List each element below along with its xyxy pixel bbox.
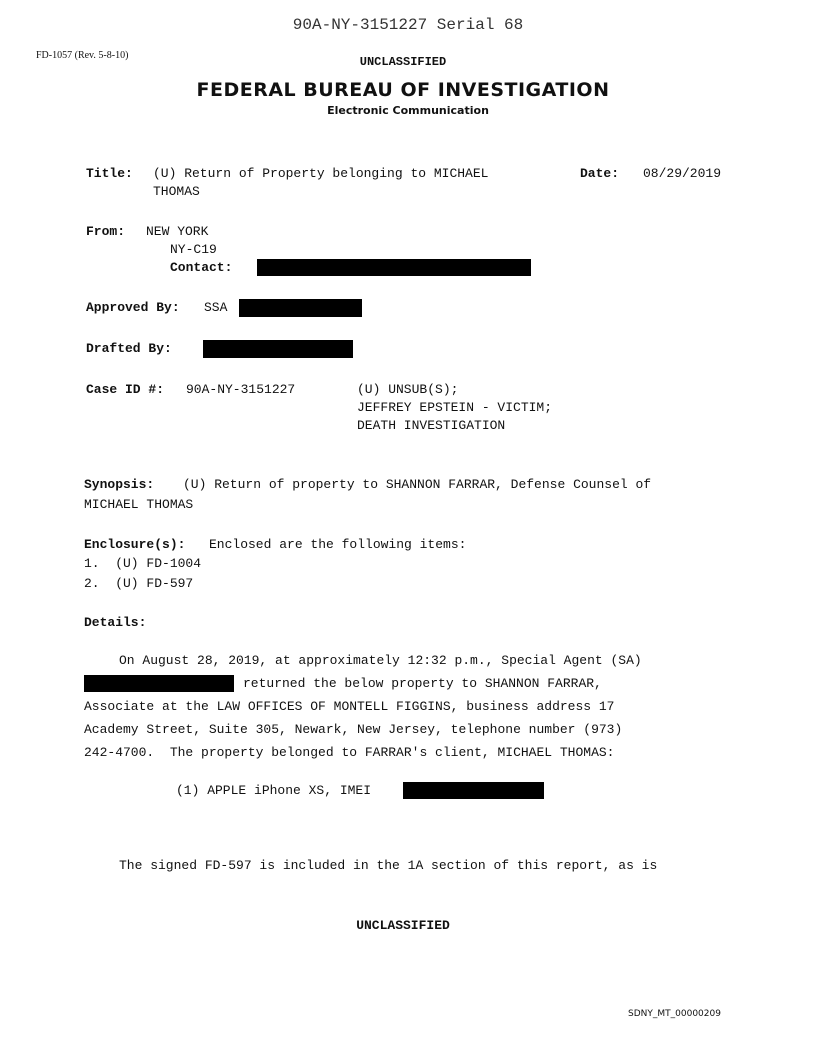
redaction-drafter	[203, 340, 353, 358]
title-label: Title:	[86, 166, 133, 181]
approved-label: Approved By:	[86, 300, 180, 315]
document-type: Electronic Communication	[327, 104, 489, 117]
classification-bottom: UNCLASSIFIED	[356, 918, 450, 933]
synopsis-label: Synopsis:	[84, 477, 155, 492]
title-line-1: (U) Return of Property belonging to MICHAEL	[153, 166, 489, 181]
approved-value: SSA	[204, 300, 228, 315]
details-line: returned the below property to SHANNON FARRAR,	[243, 676, 602, 691]
redaction-agent-name	[84, 675, 234, 692]
date-value: 08/29/2019	[643, 166, 722, 181]
redaction-contact	[257, 259, 531, 276]
synopsis-line-1: (U) Return of property to SHANNON FARRAR, Defense Counsel of	[183, 477, 652, 492]
enclosure-item: 1. (U) FD-1004	[84, 556, 202, 571]
form-number: FD-1057 (Rev. 5-8-10)	[36, 50, 129, 61]
case-desc-line: (U) UNSUB(S);	[357, 382, 459, 397]
case-id-value: 90A-NY-3151227	[186, 382, 296, 397]
from-squad: NY-C19	[170, 242, 217, 257]
classification-top: UNCLASSIFIED	[359, 55, 447, 69]
title-line-2: THOMAS	[153, 184, 200, 199]
drafted-label: Drafted By:	[86, 341, 172, 356]
details-line: 242-4700. The property belonged to FARRAR's client, MICHAEL THOMAS:	[84, 745, 615, 760]
details-label: Details:	[84, 615, 147, 630]
from-label: From:	[86, 224, 126, 239]
agency-title: FEDERAL BUREAU OF INVESTIGATION	[196, 79, 610, 101]
date-label: Date:	[580, 166, 620, 181]
redaction-imei	[403, 782, 544, 799]
case-desc-line: DEATH INVESTIGATION	[357, 418, 506, 433]
from-office: NEW YORK	[146, 224, 209, 239]
enclosure-item: 2. (U) FD-597	[84, 576, 194, 591]
details-para-2: The signed FD-597 is included in the 1A section of this report, as is	[119, 858, 658, 873]
property-item: (1) APPLE iPhone XS, IMEI	[176, 783, 372, 798]
enclosures-intro: Enclosed are the following items:	[209, 537, 467, 552]
bates-number: SDNY_MT_00000209	[628, 1009, 721, 1019]
details-line: On August 28, 2019, at approximately 12:32 p.m., Special Agent (SA)	[119, 653, 642, 668]
details-line: Associate at the LAW OFFICES OF MONTELL FIGGINS, business address 17	[84, 699, 615, 714]
redaction-approver	[239, 299, 362, 317]
enclosures-label: Enclosure(s):	[84, 537, 186, 552]
contact-label: Contact:	[170, 260, 233, 275]
case-id-label: Case ID #:	[86, 382, 165, 397]
synopsis-line-2: MICHAEL THOMAS	[84, 497, 194, 512]
serial-header: 90A-NY-3151227 Serial 68	[292, 16, 524, 34]
case-desc-line: JEFFREY EPSTEIN - VICTIM;	[357, 400, 553, 415]
details-line: Academy Street, Suite 305, Newark, New Jersey, telephone number (973)	[84, 722, 623, 737]
